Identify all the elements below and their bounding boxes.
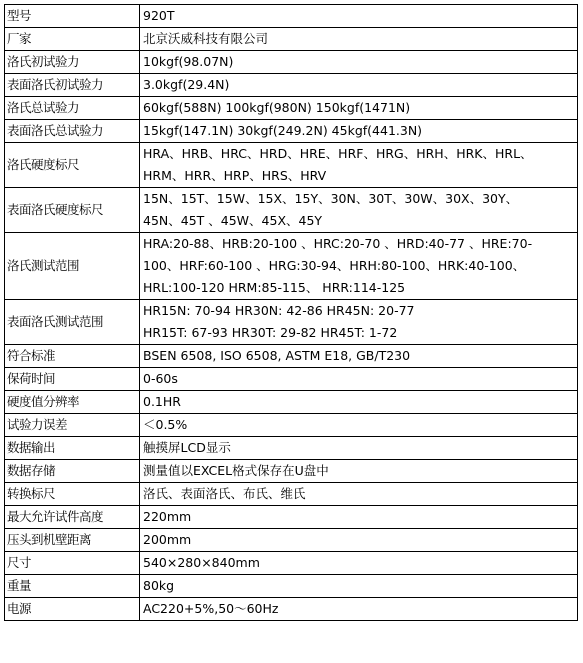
spec-label: 电源 xyxy=(5,598,140,621)
table-row xyxy=(5,414,578,437)
spec-value xyxy=(140,391,578,414)
spec-value-line: 15N、15T、15W、15X、15Y、30N、30T、30W、30X、30Y、 xyxy=(143,191,519,206)
spec-value-line: AC220+5%,50～60Hz xyxy=(143,601,279,616)
table-row xyxy=(5,188,578,233)
table-row xyxy=(5,598,578,621)
spec-value-line: 920T xyxy=(143,8,175,23)
spec-value-line: 540×280×840mm xyxy=(143,555,260,570)
spec-table xyxy=(4,4,578,621)
spec-value-line: 洛氏、表面洛氏、布氏、维氏 xyxy=(143,486,306,501)
spec-value xyxy=(140,300,578,345)
table-row xyxy=(5,28,578,51)
table-row xyxy=(5,51,578,74)
table-row xyxy=(5,143,578,188)
spec-value-line: HRL:100-120 HRM:85-115、 HRR:114-125 xyxy=(143,280,406,295)
table-row xyxy=(5,529,578,552)
table-row xyxy=(5,552,578,575)
spec-label: 表面洛氏硬度标尺 xyxy=(5,188,140,233)
spec-label: 洛氏测试范围 xyxy=(5,233,140,300)
table-row xyxy=(5,391,578,414)
spec-value xyxy=(140,529,578,552)
spec-label: 硬度值分辨率 xyxy=(5,391,140,414)
spec-label: 洛氏总试验力 xyxy=(5,97,140,120)
spec-value-line: 45N、45T 、45W、45X、45Y xyxy=(143,213,323,228)
spec-value-line: HR15N: 70-94 HR30N: 42-86 HR45N: 20-77 xyxy=(143,303,415,318)
table-row xyxy=(5,506,578,529)
spec-label: 洛氏硬度标尺 xyxy=(5,143,140,188)
table-row xyxy=(5,233,578,300)
spec-value xyxy=(140,368,578,391)
spec-label: 符合标准 xyxy=(5,345,140,368)
table-row xyxy=(5,437,578,460)
spec-value xyxy=(140,460,578,483)
spec-value-line: HRA、HRB、HRC、HRD、HRE、HRF、HRG、HRH、HRK、HRL、 xyxy=(143,146,533,161)
spec-value xyxy=(140,598,578,621)
spec-value xyxy=(140,120,578,143)
spec-value-line: HRM、HRR、HRP、HRS、HRV xyxy=(143,168,327,183)
spec-label: 尺寸 xyxy=(5,552,140,575)
spec-value-line: 触摸屏LCD显示 xyxy=(143,440,231,455)
spec-value xyxy=(140,233,578,300)
spec-value-line: ＜0.5% xyxy=(143,417,188,432)
spec-value xyxy=(140,143,578,188)
spec-value-line: 200mm xyxy=(143,532,192,547)
table-row xyxy=(5,345,578,368)
spec-label: 表面洛氏总试验力 xyxy=(5,120,140,143)
table-row xyxy=(5,97,578,120)
spec-label: 重量 xyxy=(5,575,140,598)
table-row xyxy=(5,120,578,143)
spec-value xyxy=(140,345,578,368)
spec-value-line: 60kgf(588N) 100kgf(980N) 150kgf(1471N) xyxy=(143,100,411,115)
table-row xyxy=(5,5,578,28)
spec-value-line: 测量值以EXCEL格式保存在U盘中 xyxy=(143,463,329,478)
spec-label: 试验力误差 xyxy=(5,414,140,437)
spec-value-line: HR15T: 67-93 HR30T: 29-82 HR45T: 1-72 xyxy=(143,325,398,340)
spec-value-line: 220mm xyxy=(143,509,192,524)
table-row xyxy=(5,460,578,483)
table-row xyxy=(5,74,578,97)
spec-label: 洛氏初试验力 xyxy=(5,51,140,74)
spec-value xyxy=(140,28,578,51)
spec-label: 表面洛氏初试验力 xyxy=(5,74,140,97)
spec-label: 厂家 xyxy=(5,28,140,51)
spec-value-line: 北京沃威科技有限公司 xyxy=(143,31,269,46)
spec-label: 型号 xyxy=(5,5,140,28)
spec-value-line: 15kgf(147.1N) 30kgf(249.2N) 45kgf(441.3N) xyxy=(143,123,423,138)
spec-value xyxy=(140,5,578,28)
table-row xyxy=(5,483,578,506)
spec-label: 压头到机壁距离 xyxy=(5,529,140,552)
spec-value-line: 0-60s xyxy=(143,371,178,386)
spec-label: 表面洛氏测试范围 xyxy=(5,300,140,345)
spec-value xyxy=(140,506,578,529)
spec-value-line: BSEN 6508, ISO 6508, ASTM E18, GB/T230 xyxy=(143,348,411,363)
spec-value xyxy=(140,483,578,506)
spec-value xyxy=(140,575,578,598)
spec-value xyxy=(140,97,578,120)
spec-value xyxy=(140,414,578,437)
spec-label: 最大允许试件高度 xyxy=(5,506,140,529)
spec-value xyxy=(140,552,578,575)
spec-table-body xyxy=(5,5,578,621)
spec-value xyxy=(140,188,578,233)
spec-label: 数据输出 xyxy=(5,437,140,460)
spec-label: 保荷时间 xyxy=(5,368,140,391)
table-row xyxy=(5,575,578,598)
table-row xyxy=(5,300,578,345)
spec-label: 数据存储 xyxy=(5,460,140,483)
spec-value xyxy=(140,437,578,460)
spec-value-line: 10kgf(98.07N) xyxy=(143,54,234,69)
spec-value xyxy=(140,74,578,97)
spec-value-line: 80kg xyxy=(143,578,175,593)
spec-value-line: 3.0kgf(29.4N) xyxy=(143,77,230,92)
table-row xyxy=(5,368,578,391)
spec-value-line: 0.1HR xyxy=(143,394,181,409)
spec-value xyxy=(140,51,578,74)
spec-label: 转换标尺 xyxy=(5,483,140,506)
spec-value-line: 100、HRF:60-100 、HRG:30-94、HRH:80-100、HRK:40-100、 xyxy=(143,258,526,273)
spec-value-line: HRA:20-88、HRB:20-100 、HRC:20-70 、HRD:40-77 、HRE:70- xyxy=(143,236,533,251)
